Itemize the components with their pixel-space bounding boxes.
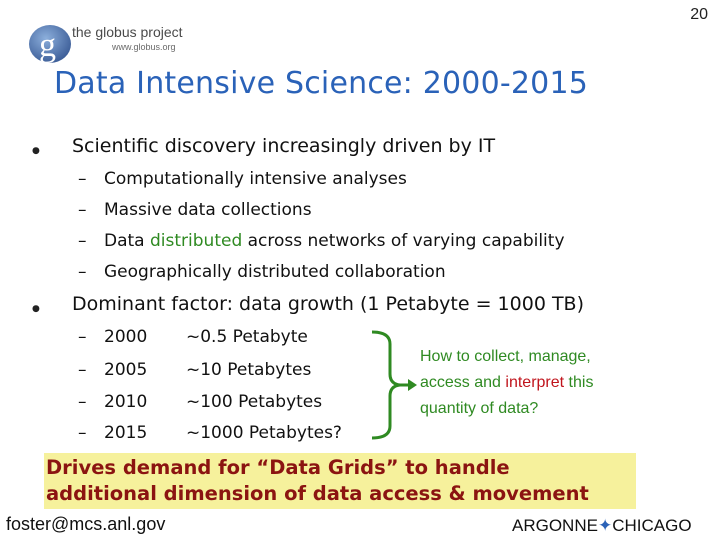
- logo-letter: g: [39, 27, 56, 64]
- note-line-2-highlight: interpret: [505, 374, 565, 391]
- growth-amount-2000: ~0.5 Petabyte: [186, 327, 308, 347]
- footer-org-symbol: ✦: [597, 516, 613, 535]
- sub-item-1: Computationally intensive analyses: [104, 169, 407, 189]
- callout-text: [46, 455, 589, 507]
- footer-email: foster@mcs.anl.gov: [6, 514, 166, 534]
- growth-year-2010: 2010: [104, 392, 148, 412]
- logo-url: www.globus.org: [112, 42, 176, 52]
- globus-logo: [26, 10, 196, 64]
- slide-title: Data Intensive Science: 2000-2015: [54, 66, 589, 101]
- sub-dash: –: [78, 169, 87, 189]
- growth-amount-2010: ~100 Petabytes: [186, 392, 323, 412]
- growth-year-2015: 2015: [104, 423, 148, 443]
- footer-org: [512, 516, 692, 536]
- note-line-3: quantity of data?: [420, 400, 539, 417]
- sub-dash: –: [78, 200, 87, 220]
- sub-item-2: Massive data collections: [104, 200, 312, 220]
- growth-dash: –: [78, 327, 87, 347]
- growth-year-2005: 2005: [104, 360, 148, 380]
- growth-amount-2015: ~1000 Petabytes?: [186, 423, 342, 443]
- callout-line-2: additional dimension of data access & movement: [46, 482, 589, 505]
- bullet-2-text: Dominant factor: data growth (1 Petabyte = 1000 TB): [72, 293, 585, 315]
- sub-item-3-post: across networks of varying capability: [242, 231, 565, 251]
- growth-amount-2005: ~10 Petabytes: [186, 360, 312, 380]
- sub-item-3-pre: Data: [104, 231, 150, 251]
- growth-dash: –: [78, 360, 87, 380]
- bullet-1-text: Scientific discovery increasingly driven by IT: [72, 135, 496, 157]
- logo-title: the globus project: [72, 24, 183, 40]
- note-line-2: [420, 370, 660, 396]
- sub-item-3-highlight: distributed: [150, 231, 243, 251]
- bullet-marker: ●: [32, 146, 40, 156]
- note-line-2-post: this: [564, 374, 594, 391]
- sub-item-4: Geographically distributed collaboration: [104, 262, 446, 282]
- growth-dash: –: [78, 392, 87, 412]
- brace-arrow-icon: [368, 330, 418, 440]
- note-line-1: How to collect, manage,: [420, 348, 591, 365]
- sub-dash: –: [78, 231, 87, 251]
- bullet-marker: ●: [32, 304, 40, 314]
- sub-dash: –: [78, 262, 87, 282]
- sub-item-3: [104, 231, 565, 251]
- globus-g-icon: [26, 18, 74, 66]
- growth-dash: –: [78, 423, 87, 443]
- callout-line-1: Drives demand for “Data Grids” to handle: [46, 456, 510, 479]
- footer-org-right: CHICAGO: [612, 516, 692, 535]
- question-note: [420, 344, 660, 422]
- note-line-2-pre: access and: [420, 374, 506, 391]
- growth-year-2000: 2000: [104, 327, 148, 347]
- page-number: 20: [690, 6, 708, 23]
- footer-org-left: ARGONNE: [512, 516, 598, 535]
